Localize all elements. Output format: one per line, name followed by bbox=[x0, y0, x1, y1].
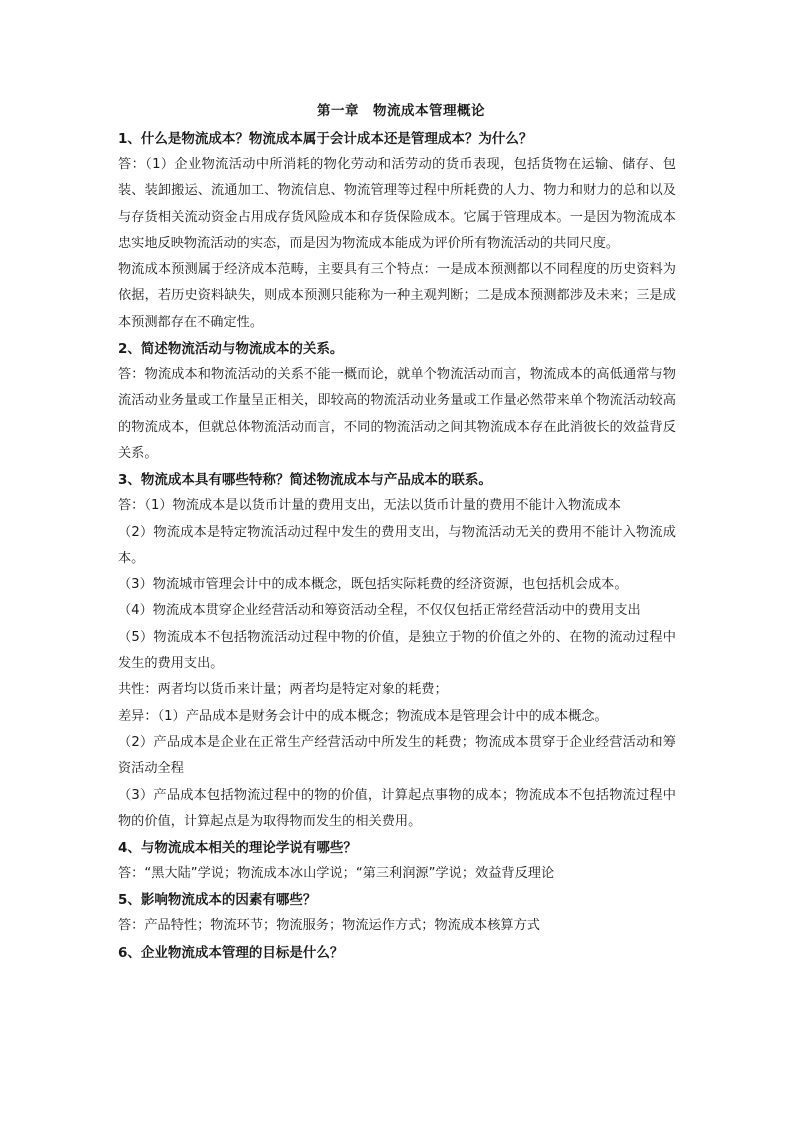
answer-3-item-4: （4）物流成本贯穿企业经营活动和筹资活动全程，不仅仅包括正常经营活动中的费用支出 bbox=[118, 603, 641, 619]
question-6: 6、企业物流成本管理的目标是什么？ bbox=[118, 944, 344, 961]
answer-2-paragraph: 答：物流成本和物流活动的关系不能一概而论，就单个物流活动而言，物流成本的高低通常与物流活动业务量或工作量呈正相关，即较高的物流活动业务量或工作量必然带来单个物流活动较高的物流成本，但就总体物流活动而言，不同的物流活动之间其物流成本存在此消彼长的效益背反关系。 bbox=[118, 367, 676, 461]
question-3: 3、物流成本具有哪些特称？简述物流成本与产品成本的联系。 bbox=[118, 472, 492, 489]
answer-3-item-2: （2）物流成本是特定物流活动过程中发生的费用支出，与物流活动无关的费用不能计入物流成本。 bbox=[118, 524, 676, 566]
answer-3-difference-2: （2）产品成本是企业在正常生产经营活动中所发生的耗费；物流成本贯穿于企业经营活动和筹资活动全程 bbox=[118, 734, 676, 777]
answer-1-paragraph-1: 答：（1）企业物流活动中所消耗的物化劳动和活劳动的货币表现，包括货物在运输、储存、包装、装卸搬运、流通加工、物流信息、物流管理等过程中所耗费的人力、物力和财力的总和以及与存货相关流动资金占用成存货风险成本和存货保险成本。它属于管理成本。一是因为物流成本忠实地反映物流活动的实态，而是因为物流成本能成为评价所有物流活动的共同尺度。 bbox=[118, 157, 676, 251]
answer-1-paragraph-2: 物流成本预测属于经济成本范畴，主要具有三个特点：一是成本预测都以不同程度的历史资料为依据，若历史资料缺失，则成本预测只能称为一种主观判断；二是成本预测都涉及未来；三是成本预测都存在不确定性。 bbox=[118, 262, 676, 330]
answer-3-item-3: （3）物流城市管理会计中的成本概念，既包括实际耗费的经济资源，也包括机会成本。 bbox=[118, 577, 628, 593]
question-4: 4、与物流成本相关的理论学说有哪些？ bbox=[118, 840, 357, 857]
answer-4-paragraph: 答：“黑大陆”学说；物流成本冰山学说；“第三利润源”学说；效益背反理论 bbox=[118, 866, 555, 882]
question-2: 2、简述物流活动与物流成本的关系。 bbox=[118, 341, 344, 358]
chapter-title: 第一章 物流成本管理概论 bbox=[317, 103, 485, 119]
answer-5-paragraph: 答：产品特性；物流环节；物流服务；物流运作方式；物流成本核算方式 bbox=[118, 918, 540, 934]
answer-3-difference-3: （3）产品成本包括物流过程中的物的价值，计算起点事物的成本；物流成本不包括物流过程中物的价值，计算起点是为取得物而发生的相关费用。 bbox=[118, 787, 676, 829]
document-page bbox=[118, 99, 676, 966]
question-1: 1、什么是物流成本？物流成本属于会计成本还是管理成本？为什么？ bbox=[118, 131, 533, 147]
answer-3-item-5: （5）物流成本不包括物流活动过程中物的价值，是独立于物的价值之外的、在物的流动过程中发生的费用支出。 bbox=[118, 629, 676, 672]
answer-3-difference-1: 差异：（1）产品成本是财务会计中的成本概念；物流成本是管理会计中的成本概念。 bbox=[118, 708, 608, 724]
answer-3-item-1: 答：（1）物流成本是以货币计量的费用支出，无法以货币计量的费用不能计入物流成本 bbox=[118, 498, 621, 514]
answer-3-commonality: 共性：两者均以货币来计量；两者均是特定对象的耗费； bbox=[118, 682, 448, 698]
question-5: 5、影响物流成本的因素有哪些？ bbox=[118, 892, 317, 909]
